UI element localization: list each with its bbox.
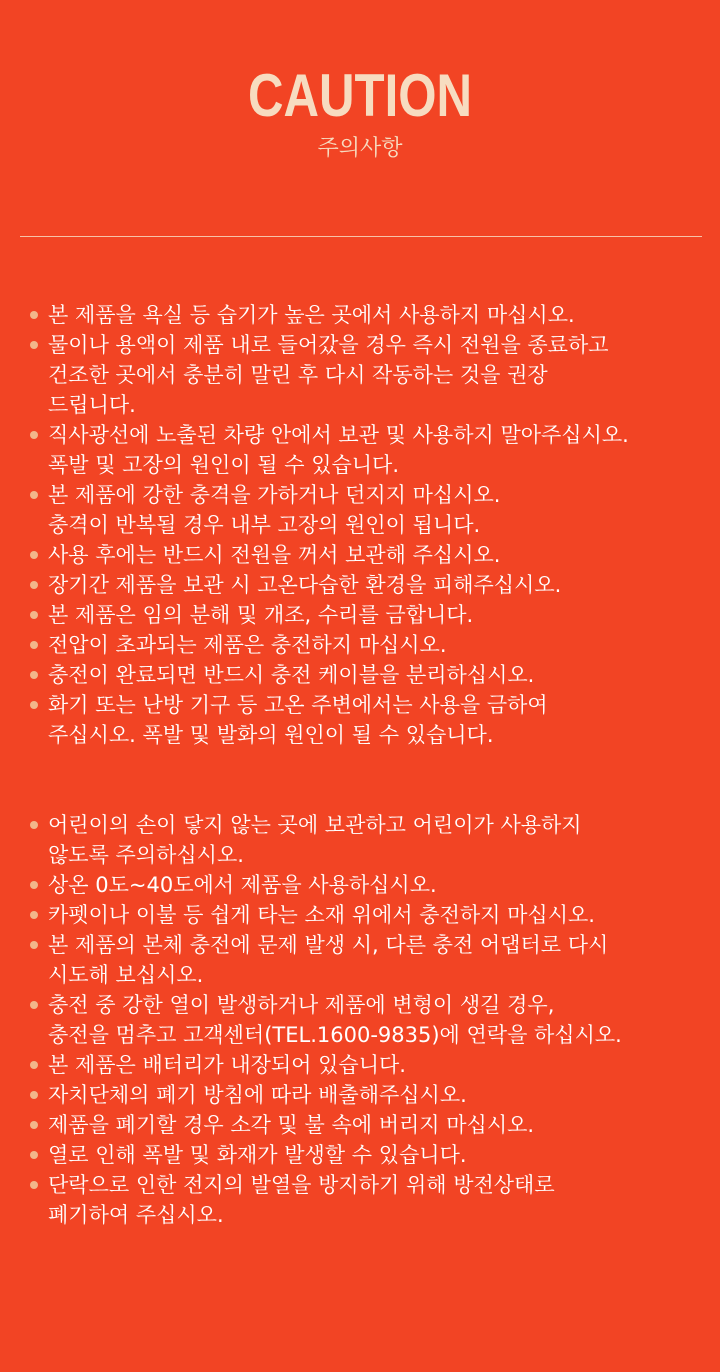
page-title: CAUTION <box>247 62 473 129</box>
list-item-text: 충전이 완료되면 반드시 충전 케이블을 분리하십시오. <box>48 663 535 687</box>
list-item <box>30 540 710 570</box>
list-item-text: 충전 중 강한 열이 발생하거나 제품에 변형이 생길 경우, 충전을 멈추고 고객센터(TEL.1600-9835)에 연락을 하십시오. <box>48 993 622 1047</box>
list-item-text: 전압이 초과되는 제품은 충전하지 마십시오. <box>48 633 447 657</box>
list-item <box>30 330 710 420</box>
list-item <box>30 1050 710 1080</box>
list-item-text: 어린이의 손이 닿지 않는 곳에 보관하고 어린이가 사용하지 않도록 주의하십시오. <box>48 813 582 867</box>
bullet-icon <box>30 941 38 949</box>
page-subtitle: 주의사항 <box>317 136 403 161</box>
list-item <box>30 810 710 870</box>
bullet-icon <box>30 671 38 679</box>
list-item <box>30 660 710 690</box>
caution-list-2 <box>30 810 710 1230</box>
list-item-text: 단락으로 인한 전지의 발열을 방지하기 위해 방전상태로 폐기하여 주십시오. <box>48 1173 555 1227</box>
list-item <box>30 1110 710 1140</box>
list-item-text: 물이나 용액이 제품 내로 들어갔을 경우 즉시 전원을 종료하고 건조한 곳에서 충분히 말린 후 다시 작동하는 것을 권장 드립니다. <box>48 333 609 417</box>
list-item-text: 직사광선에 노출된 차량 안에서 보관 및 사용하지 말아주십시오. 폭발 및 고장의 원인이 될 수 있습니다. <box>48 423 629 477</box>
list-item <box>30 300 710 330</box>
bullet-icon <box>30 701 38 709</box>
bullet-icon <box>30 821 38 829</box>
bullet-icon <box>30 1091 38 1099</box>
bullet-icon <box>30 1121 38 1129</box>
list-item <box>30 870 710 900</box>
bullet-icon <box>30 551 38 559</box>
bullet-icon <box>30 581 38 589</box>
list-item-text: 장기간 제품을 보관 시 고온다습한 환경을 피해주십시오. <box>48 573 562 597</box>
divider <box>20 236 702 237</box>
list-item <box>30 1080 710 1110</box>
list-item-text: 화기 또는 난방 기구 등 고온 주변에서는 사용을 금하여 주십시오. 폭발 및 발화의 원인이 될 수 있습니다. <box>48 693 548 747</box>
list-item <box>30 1170 710 1230</box>
list-item-text: 열로 인해 폭발 및 화재가 발생할 수 있습니다. <box>48 1143 467 1167</box>
list-item-text: 자치단체의 폐기 방침에 따라 배출해주십시오. <box>48 1083 467 1107</box>
bullet-icon <box>30 611 38 619</box>
list-item-text: 본 제품의 본체 충전에 문제 발생 시, 다른 충전 어댑터로 다시 시도해 보십시오. <box>48 933 609 987</box>
list-item <box>30 900 710 930</box>
bullet-icon <box>30 881 38 889</box>
list-item-text: 본 제품은 배터리가 내장되어 있습니다. <box>48 1053 406 1077</box>
list-item-text: 사용 후에는 반드시 전원을 꺼서 보관해 주십시오. <box>48 543 501 567</box>
caution-list-1 <box>30 300 710 750</box>
bullet-icon <box>30 1001 38 1009</box>
list-item-text: 본 제품에 강한 충격을 가하거나 던지지 마십시오. 충격이 반복될 경우 내부 고장의 원인이 됩니다. <box>48 483 501 537</box>
list-item <box>30 690 710 750</box>
list-item <box>30 990 710 1050</box>
list-item <box>30 570 710 600</box>
bullet-icon <box>30 341 38 349</box>
bullet-icon <box>30 491 38 499</box>
bullet-icon <box>30 1181 38 1189</box>
bullet-icon <box>30 311 38 319</box>
list-item <box>30 1140 710 1170</box>
bullet-icon <box>30 1061 38 1069</box>
bullet-icon <box>30 1151 38 1159</box>
list-item <box>30 480 710 540</box>
list-item <box>30 930 710 990</box>
bullet-icon <box>30 911 38 919</box>
list-item-text: 본 제품은 임의 분해 및 개조, 수리를 금합니다. <box>48 603 474 627</box>
list-item-text: 카펫이나 이불 등 쉽게 타는 소재 위에서 충전하지 마십시오. <box>48 903 595 927</box>
bullet-icon <box>30 431 38 439</box>
list-item <box>30 420 710 480</box>
list-item-text: 제품을 폐기할 경우 소각 및 불 속에 버리지 마십시오. <box>48 1113 535 1137</box>
list-item <box>30 600 710 630</box>
bullet-icon <box>30 641 38 649</box>
list-item <box>30 630 710 660</box>
list-item-text: 본 제품을 욕실 등 습기가 높은 곳에서 사용하지 마십시오. <box>48 303 575 327</box>
list-item-text: 상온 0도~40도에서 제품을 사용하십시오. <box>48 873 437 897</box>
